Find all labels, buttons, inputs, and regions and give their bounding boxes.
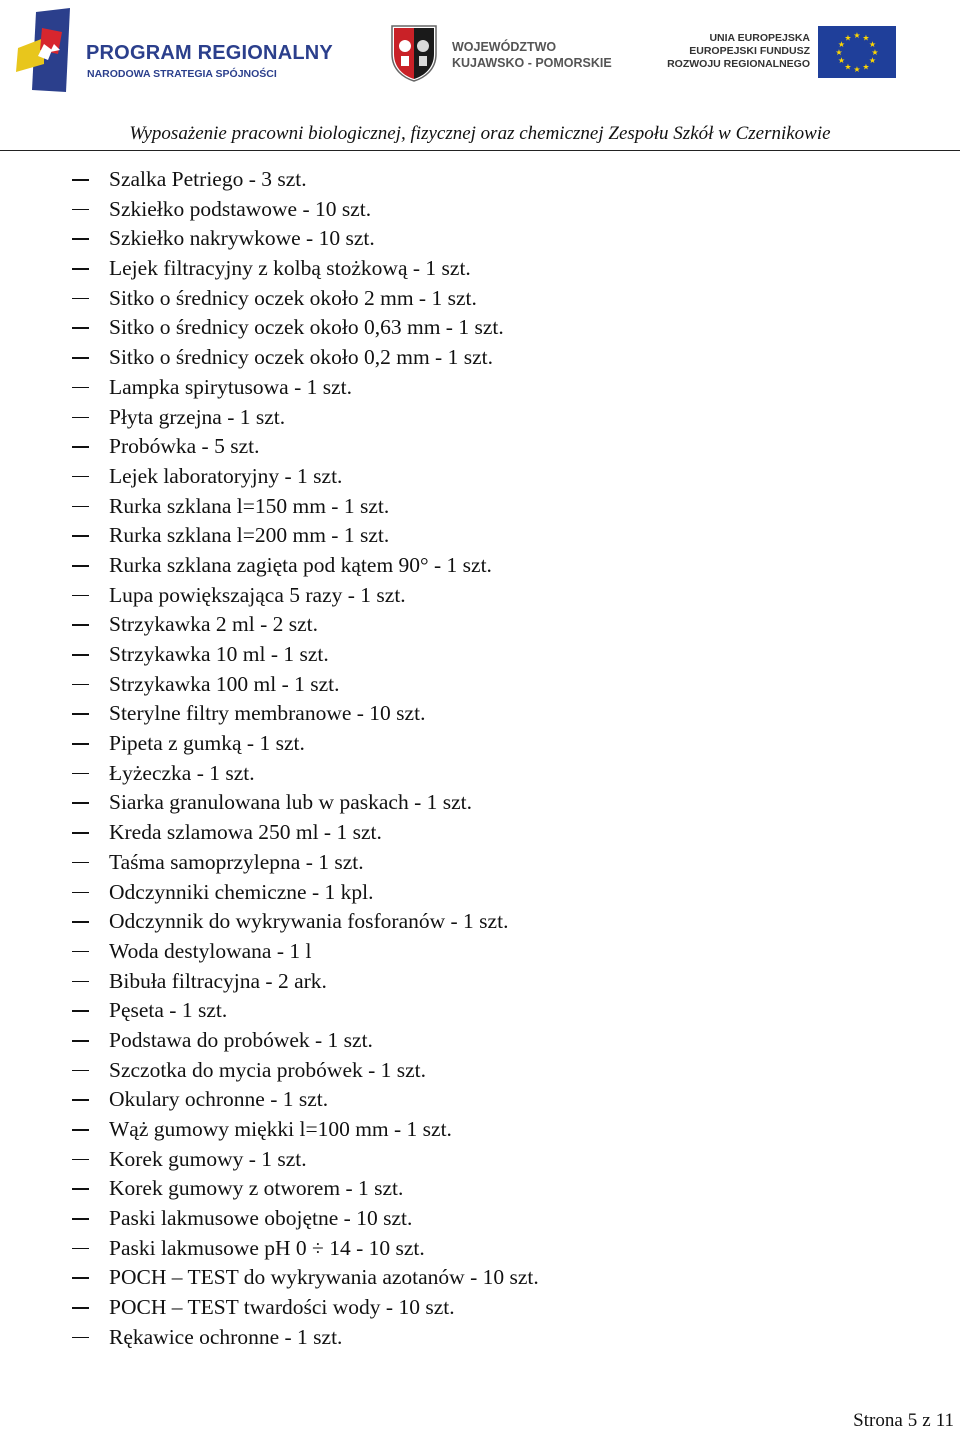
list-item-text: Łyżeczka - 1 szt. xyxy=(109,760,255,785)
list-item-text: Szalka Petriego - 3 szt. xyxy=(109,167,307,191)
list-item-text: Odczynniki chemiczne - 1 kpl. xyxy=(109,879,374,904)
list-item-text: Odczynnik do wykrywania fosforanów - 1 szt. xyxy=(109,909,509,934)
eu-flag-icon xyxy=(818,26,896,78)
list-item-text: Sitko o średnicy oczek około 0,2 mm - 1 szt. xyxy=(109,345,493,370)
svg-text:★: ★ xyxy=(837,40,846,49)
dash-bullet-icon xyxy=(72,713,89,715)
dash-bullet-icon xyxy=(72,357,89,359)
dash-bullet-icon xyxy=(72,802,89,804)
dash-bullet-icon xyxy=(72,832,89,834)
dash-bullet-icon xyxy=(72,1307,89,1309)
dash-bullet-icon xyxy=(72,595,89,597)
wojewodztwo-logo xyxy=(388,24,628,84)
svg-text:★: ★ xyxy=(835,48,843,57)
dash-bullet-icon xyxy=(72,1248,89,1250)
unia-europejska-logo xyxy=(667,26,906,82)
list-item-text: Płyta grzejna - 1 szt. xyxy=(109,404,286,429)
eu-line3: ROZWOJU REGIONALNEGO xyxy=(667,58,810,70)
list-item-text: Strzykawka 2 ml - 2 szt. xyxy=(109,612,318,637)
page-number xyxy=(853,1410,954,1432)
list-item-text: Rurka szklana l=200 mm - 1 szt. xyxy=(109,523,390,548)
svg-text:★: ★ xyxy=(862,33,870,43)
dash-bullet-icon xyxy=(72,1040,89,1042)
dash-bullet-icon xyxy=(72,921,89,923)
dash-bullet-icon xyxy=(72,951,89,953)
dash-bullet-icon xyxy=(72,1218,89,1220)
list-item-text: Szkiełko nakrywkowe - 10 szt. xyxy=(109,226,375,251)
dash-bullet-icon xyxy=(72,1277,89,1279)
dash-bullet-icon xyxy=(72,773,89,775)
list-item-text: Woda destylowana - 1 l xyxy=(109,938,312,963)
dash-bullet-icon xyxy=(72,327,89,329)
list-item-text: Paski lakmusowe pH 0 ÷ 14 - 10 szt. xyxy=(109,1235,425,1260)
program-regionalny-title: PROGRAM REGIONALNY xyxy=(86,42,333,64)
list-item-text: Szkiełko podstawowe - 10 szt. xyxy=(109,196,372,221)
dash-bullet-icon xyxy=(72,1188,89,1190)
page-label: Strona xyxy=(853,1410,903,1431)
list-item-text: Okulary ochronne - 1 szt. xyxy=(109,1087,329,1112)
dash-bullet-icon xyxy=(72,565,89,567)
list-item-text: Kreda szlamowa 250 ml - 1 szt. xyxy=(109,820,382,845)
dash-bullet-icon xyxy=(72,654,89,656)
list-item-text: Rurka szklana l=150 mm - 1 szt. xyxy=(109,493,390,518)
dash-bullet-icon xyxy=(72,862,89,864)
svg-text:★: ★ xyxy=(853,65,861,74)
svg-text:★: ★ xyxy=(862,62,870,72)
list-item-text: Sterylne filtry membranowe - 10 szt. xyxy=(109,701,426,726)
svg-text:★: ★ xyxy=(837,56,846,65)
coat-of-arms-icon xyxy=(388,24,440,82)
dash-bullet-icon xyxy=(72,417,89,419)
page-total: 11 xyxy=(935,1410,954,1431)
dash-bullet-icon xyxy=(72,892,89,894)
list-item-text: Taśma samoprzylepna - 1 szt. xyxy=(109,849,364,874)
list-item-text: Pipeta z gumką - 1 szt. xyxy=(109,731,305,756)
page-current: 5 xyxy=(907,1410,918,1431)
list-item-text: Podstawa do probówek - 1 szt. xyxy=(109,1027,373,1052)
list-item-text: Pęseta - 1 szt. xyxy=(109,998,228,1023)
list-item-text: Lejek filtracyjny z kolbą stożkową - 1 szt. xyxy=(109,256,471,281)
dash-bullet-icon xyxy=(72,387,89,389)
header-divider xyxy=(0,150,960,151)
list-item-text: Rurka szklana zagięta pod kątem 90° - 1 szt. xyxy=(109,552,492,577)
list-item-text: Sitko o średnicy oczek około 2 mm - 1 szt. xyxy=(109,285,477,310)
svg-text:★: ★ xyxy=(844,62,852,72)
wojewodztwo-line1: WOJEWÓDZTWO xyxy=(452,40,557,54)
list-item-text: Szczotka do mycia probówek - 1 szt. xyxy=(109,1057,427,1082)
svg-text:★: ★ xyxy=(853,31,861,40)
dash-bullet-icon xyxy=(72,506,89,508)
dash-bullet-icon xyxy=(72,1159,89,1161)
list-item-text: Lejek laboratoryjny - 1 szt. xyxy=(109,463,343,488)
document-title: Wyposażenie pracowni biologicznej, fizycznej oraz chemicznej Zespołu Szkół w Czernikowie xyxy=(129,123,831,144)
list-item-text: Sitko o średnicy oczek około 0,63 mm - 1 szt. xyxy=(109,315,504,340)
dash-bullet-icon xyxy=(72,1129,89,1131)
program-regionalny-subtitle: NARODOWA STRATEGIA SPÓJNOŚCI xyxy=(87,68,277,80)
list-item-text: Strzykawka 100 ml - 1 szt. xyxy=(109,671,340,696)
svg-text:★: ★ xyxy=(868,40,877,49)
dash-bullet-icon xyxy=(72,1099,89,1101)
dash-bullet-icon xyxy=(72,684,89,686)
eu-line2: EUROPEJSKI FUNDUSZ xyxy=(689,45,810,57)
header-logos xyxy=(0,0,960,118)
dash-bullet-icon xyxy=(72,476,89,478)
dash-bullet-icon xyxy=(72,179,89,181)
dash-bullet-icon xyxy=(72,535,89,537)
list-item-text: Strzykawka 10 ml - 1 szt. xyxy=(109,642,329,666)
dash-bullet-icon xyxy=(72,268,89,270)
dash-bullet-icon xyxy=(72,1070,89,1072)
dash-bullet-icon xyxy=(72,743,89,745)
program-regionalny-logo xyxy=(14,8,334,98)
dash-bullet-icon xyxy=(72,1010,89,1012)
dash-bullet-icon xyxy=(72,624,89,626)
list-item-text: Wąż gumowy miękki l=100 mm - 1 szt. xyxy=(109,1117,452,1141)
dash-bullet-icon xyxy=(72,209,89,211)
list-item-text: POCH – TEST twardości wody - 10 szt. xyxy=(109,1295,455,1320)
dash-bullet-icon xyxy=(72,238,89,240)
list-item-text: Lampka spirytusowa - 1 szt. xyxy=(109,374,353,399)
svg-text:★: ★ xyxy=(868,56,877,65)
svg-text:★: ★ xyxy=(844,33,852,43)
list-item-text: Paski lakmusowe obojętne - 10 szt. xyxy=(109,1206,413,1231)
eu-line1: UNIA EUROPEJSKA xyxy=(709,32,810,44)
wojewodztwo-line2: KUJAWSKO - POMORSKIE xyxy=(452,56,612,70)
dash-bullet-icon xyxy=(72,446,89,448)
dash-bullet-icon xyxy=(72,1337,89,1339)
list-item-text: Lupa powiększająca 5 razy - 1 szt. xyxy=(109,582,406,607)
page-of: z xyxy=(922,1410,931,1431)
svg-text:★: ★ xyxy=(871,48,879,57)
program-regionalny-emblem-icon xyxy=(14,8,82,96)
list-item-text: Siarka granulowana lub w paskach - 1 szt. xyxy=(109,790,473,815)
dash-bullet-icon xyxy=(72,298,89,300)
list-item-text: Korek gumowy - 1 szt. xyxy=(109,1146,307,1171)
list-item-text: Korek gumowy z otworem - 1 szt. xyxy=(109,1176,404,1201)
list-item-text: Rękawice ochronne - 1 szt. xyxy=(109,1324,343,1349)
dash-bullet-icon xyxy=(72,981,89,983)
list-item-text: Probówka - 5 szt. xyxy=(109,434,260,459)
list-item-text: Bibuła filtracyjna - 2 ark. xyxy=(109,968,327,993)
list-item-text: POCH – TEST do wykrywania azotanów - 10 szt. xyxy=(109,1265,539,1290)
